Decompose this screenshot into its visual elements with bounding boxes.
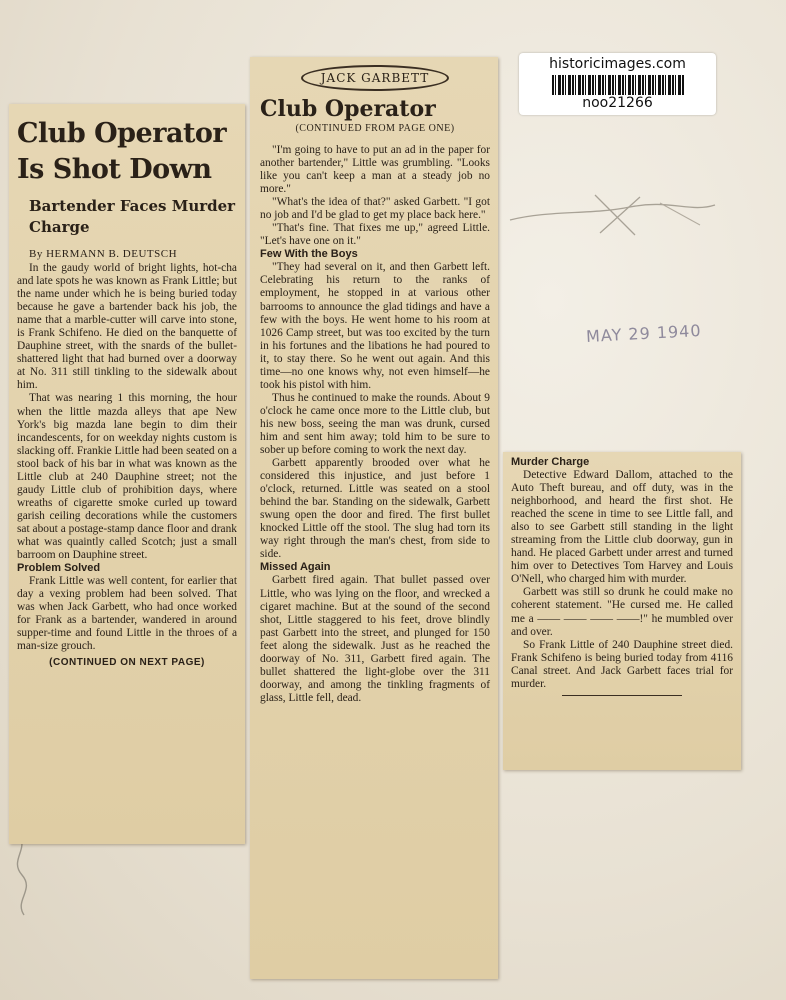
section-subhead: Few With the Boys: [260, 248, 358, 261]
kicker-label: JACK GARBETT: [301, 65, 450, 91]
clipping-murder-charge: [503, 452, 741, 770]
article-paragraph: "I'm going to have to put an ad in the paper for another bartender," Little was grumbling. "Looks like you can't keep a man at a steady job no more.": [260, 144, 490, 196]
article-paragraph: In the gaudy world of bright lights, hot-cha and late spots he was known as Frank Little; but the name under which he is being buried today because he gave a bartender back his job, the name that a marble-cutter will carve into stone, is Frank Schifeno. He died on the banquette of Dauphine street, with the snards of the bullet-shattered light that had burned over a doorway at No. 311 still tinkling to the sidewalk about him.: [17, 262, 237, 392]
section-subhead: Murder Charge: [511, 456, 590, 468]
section-subhead: Problem Solved: [17, 562, 101, 575]
article-paragraph: "What's the idea of that?" asked Garbett. "I got no job and I'd be glad to get my place back here.": [260, 196, 490, 222]
subheadline: Bartender Faces Murder Charge: [29, 197, 236, 236]
end-rule: [562, 695, 682, 696]
pencil-scribble-icon: [500, 185, 730, 245]
archive-site-name: historicimages.com: [549, 56, 686, 72]
archive-code: noo21266: [582, 95, 653, 111]
article-paragraph: Frank Little was well content, for earlier that day a vexing problem had been solved. That was when Jack Garbett, who had once worked for Frank as a bartender, wandered in around supper-time and found Little in the throes of a man-size grouch.: [17, 575, 237, 653]
byline: By HERMANN B. DEUTSCH: [29, 248, 178, 260]
headline: Club Operator: [260, 96, 436, 122]
article-paragraph: Thus he continued to make the rounds. About 9 o'clock he came once more to the Little club, but his new boss, seeing the man was drunk, cursed him and sent him away; told him to be sure to sober up before coming to work the next day.: [260, 391, 490, 457]
article-paragraph: "That's fine. That fixes me up," agreed Little. "Let's have one on it.": [260, 222, 490, 248]
barcode-icon: [552, 75, 684, 95]
headline: Club Operator Is Shot Down: [17, 118, 227, 185]
archive-label: [519, 53, 716, 115]
clipping-front-page: [9, 104, 245, 844]
article-paragraph: Garbett apparently brooded over what he considered this injustice, and just before 1 o'clock, returned. Little was seated on a stool behind the bar. Standing on the sidewalk, Garbett swung open the door and fired. The first bullet knocked Little off the stool. The slug had torn its way right through the man's chest, from side to side.: [260, 457, 490, 561]
article-paragraph: Detective Edward Dallom, attached to the Auto Theft bureau, and off duty, was in the neighborhood, and heard the first shot. He reached the scene in time to see Little fall, and also to see Garbett still standing in the light streaming from the Little club doorway, gun in hand. He placed Garbett under arrest and turned him over to Detectives Tom Harvey and Louis O'Nell, who charged him with murder.: [511, 469, 733, 586]
continued-note: (CONTINUED ON NEXT PAGE): [49, 657, 205, 669]
article-paragraph: That was nearing 1 this morning, the hour when the little mazda alleys that ape New York's big mazda lane begin to dim their incandescents, for on weekday nights custom is slacking off. Frankie Little had been seated on a stool back of his bar in what was known as the Little club at 240 Dauphine street; not the gaudy Little club of prohibition days, where wreaths of cigarette smoke curled up toward garish ceiling decorations while the customers sat about a postage-stamp dance floor and drank what was quaintly called Scotch; just a small barroom on Dauphine street.: [17, 392, 237, 562]
article-paragraph: Garbett fired again. That bullet passed over Little, who was lying on the floor, and wrecked a cigaret machine. But at the sound of the second shot, Little staggered to his feet, drove blindly past Garbett into the street, and plunged for 150 feet along the sidewalk. Just as he reached the doorway of No. 311, Garbett fired again. The bullet shattered the light-globe over the 311 doorway, and among the tinkling fragments of glass, Little fell, dead.: [260, 574, 490, 704]
date-stamp: MAY 29 1940: [585, 320, 702, 347]
section-subhead: Missed Again: [260, 561, 331, 574]
article-paragraph: "They had several on it, and then Garbett left. Celebrating his return to the ranks of employment, he stopped in at various other barrooms to announce the glad tidings and have a few with the boys. He went home to his room at 1026 Camp street, but was too excited by the turn in his fortunes and the libations he had poured to it, to stay there. So he went out again. And this time—no one knows why, not even himself—he took his pistol with him.: [260, 261, 490, 391]
continued-from-note: (CONTINUED FROM PAGE ONE): [295, 123, 455, 134]
clipping-continuation: [250, 57, 498, 979]
article-paragraph: So Frank Little of 240 Dauphine street died. Frank Schifeno is being buried today from 4116 Canal street. And Jack Garbett faces trial for murder.: [511, 638, 733, 690]
article-paragraph: Garbett was still so drunk he could make no coherent statement. "He cursed me. He called me a —— —— —— ——!" he mumbled over and over.: [511, 586, 733, 638]
